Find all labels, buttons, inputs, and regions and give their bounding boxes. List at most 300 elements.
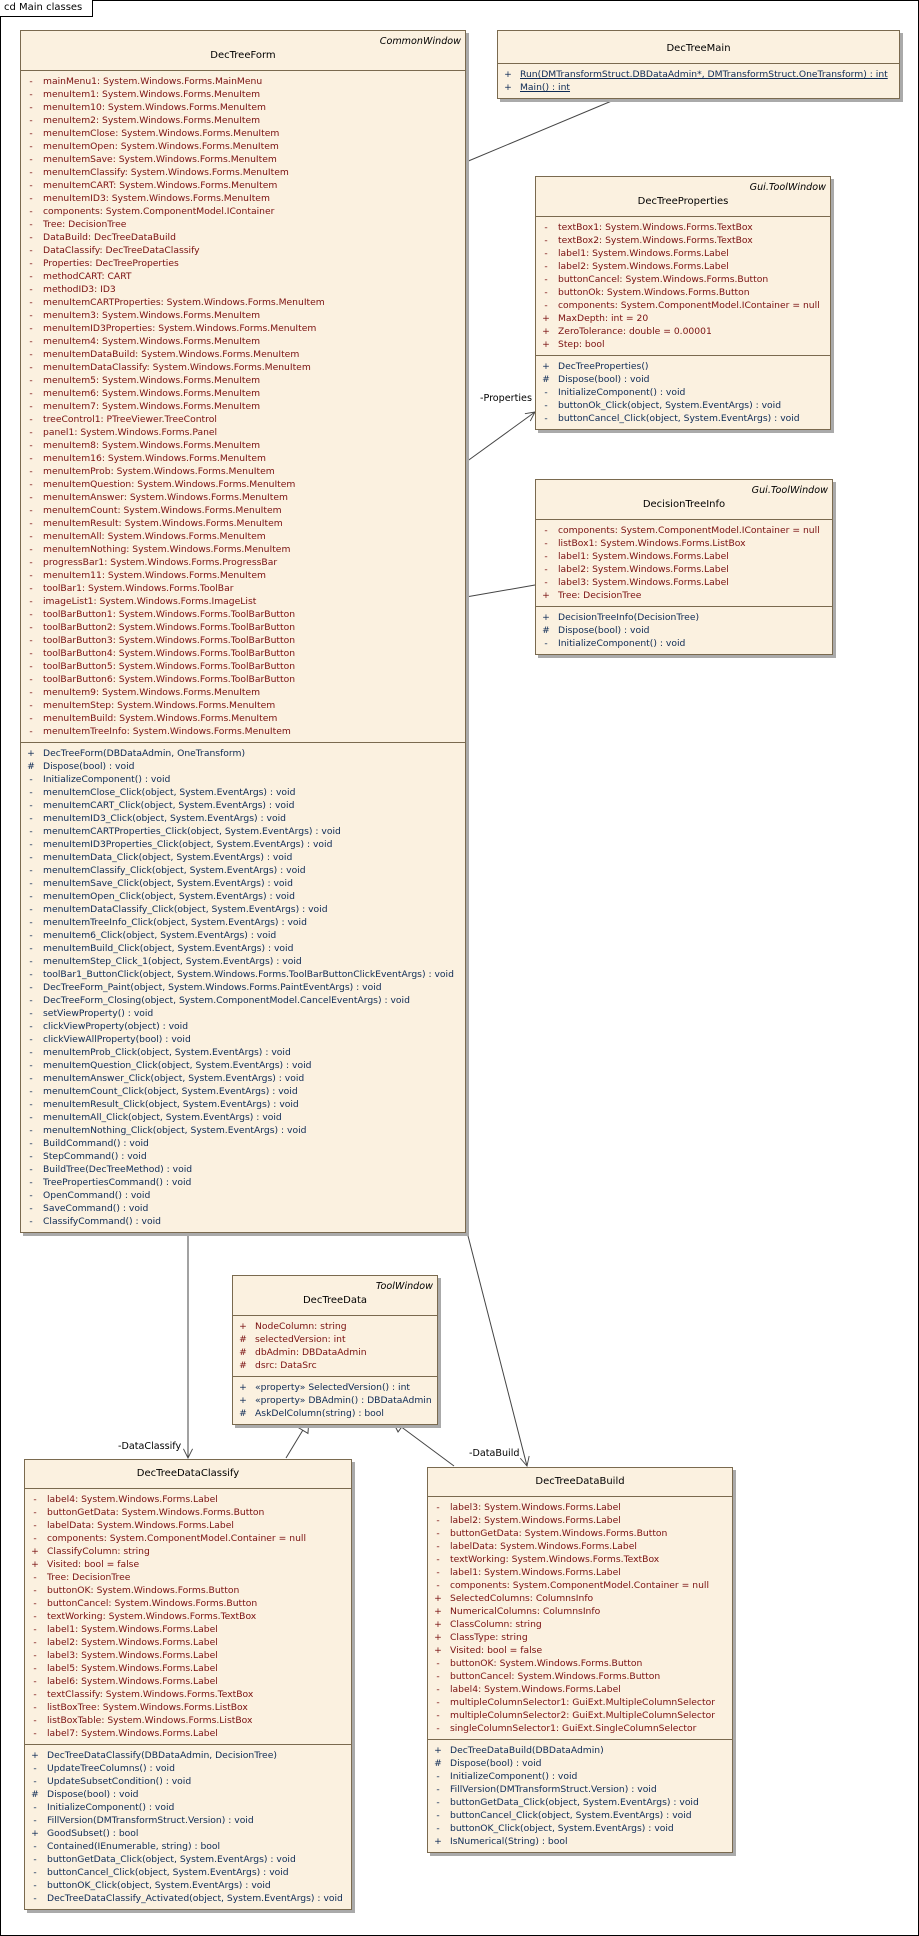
attribute-text: Tree: DecisionTree <box>558 590 642 601</box>
attribute-row <box>432 1631 732 1644</box>
attribute-row <box>29 1675 351 1688</box>
visibility-marker: - <box>29 930 33 941</box>
attribute-text: ZeroTolerance: double = 0.00001 <box>558 326 712 337</box>
visibility-marker: - <box>29 440 33 451</box>
operation-text: Main() : int <box>520 82 571 93</box>
visibility-marker: - <box>436 1658 440 1669</box>
attribute-row <box>29 1610 351 1623</box>
operation-row <box>29 1814 351 1827</box>
operation-row <box>29 1749 351 1762</box>
label-databuild-role: -DataBuild <box>469 1448 520 1459</box>
operation-text: menuItemResult_Click(object, System.EventArgs) : void <box>43 1099 299 1110</box>
attribute-text: Step: bool <box>558 339 605 350</box>
visibility-marker: - <box>29 336 33 347</box>
operation-text: BuildTree(DecTreeMethod) : void <box>43 1164 193 1175</box>
attribute-row <box>25 270 465 283</box>
attribute-row <box>540 247 830 260</box>
attribute-text: menuItemDataClassify: System.Windows.Forms.MenuItem <box>43 362 311 373</box>
visibility-marker: - <box>29 1047 33 1058</box>
operation-row <box>29 1892 351 1905</box>
attribute-text: menuItemID3Properties: System.Windows.Forms.MenuItem <box>43 323 317 334</box>
attribute-row <box>25 556 465 569</box>
attribute-row <box>25 153 465 166</box>
class-name: DecTreeForm <box>210 50 276 61</box>
visibility-marker: + <box>31 1828 39 1839</box>
attribute-text: menuItem4: System.Windows.Forms.MenuItem <box>43 336 261 347</box>
attribute-list <box>536 520 832 606</box>
visibility-marker: - <box>29 1008 33 1019</box>
operation-row <box>25 929 465 942</box>
visibility-marker: - <box>29 995 33 1006</box>
attribute-row <box>540 338 830 351</box>
operation-row <box>25 994 465 1007</box>
operation-text: OpenCommand() : void <box>43 1190 151 1201</box>
operation-text: clickViewAllProperty(bool) : void <box>43 1034 191 1045</box>
operation-row <box>29 1840 351 1853</box>
visibility-marker: - <box>29 492 33 503</box>
databuild-inherits-data <box>392 1420 454 1466</box>
attribute-row <box>25 452 465 465</box>
operation-row <box>29 1788 351 1801</box>
visibility-marker: - <box>29 466 33 477</box>
class-stereotype: ToolWindow <box>375 1281 433 1292</box>
operation-row <box>29 1762 351 1775</box>
attribute-row <box>25 283 465 296</box>
attribute-row <box>432 1540 732 1553</box>
visibility-marker: - <box>544 235 548 246</box>
visibility-marker: - <box>33 1776 37 1787</box>
visibility-marker: - <box>544 287 548 298</box>
attribute-text: menuItem16: System.Windows.Forms.MenuItem <box>43 453 266 464</box>
class-DecTreeDataBuild[interactable] <box>427 1467 733 1853</box>
operation-row <box>25 1033 465 1046</box>
attribute-row <box>25 322 465 335</box>
visibility-marker: # <box>31 1789 39 1800</box>
operation-row <box>25 1137 465 1150</box>
attribute-text: menuItem8: System.Windows.Forms.MenuItem <box>43 440 261 451</box>
visibility-marker: - <box>436 1515 440 1526</box>
attribute-text: buttonCancel: System.Windows.Forms.Button <box>450 1671 661 1682</box>
visibility-marker: - <box>29 1151 33 1162</box>
operation-text: DecTreeDataClassify(DBDataAdmin, DecisionTree) <box>47 1750 277 1761</box>
operation-row <box>25 786 465 799</box>
visibility-marker: + <box>434 1645 442 1656</box>
attribute-row <box>25 257 465 270</box>
visibility-marker: # <box>542 374 550 385</box>
operation-text: buttonOk_Click(object, System.EventArgs) : void <box>558 400 782 411</box>
attribute-row <box>25 647 465 660</box>
visibility-marker: - <box>436 1771 440 1782</box>
visibility-marker: - <box>29 375 33 386</box>
attribute-text: menuItemCount: System.Windows.Forms.MenuItem <box>43 505 282 516</box>
visibility-marker: - <box>29 713 33 724</box>
operation-row <box>25 1020 465 1033</box>
attribute-text: menuItem2: System.Windows.Forms.MenuItem <box>43 115 261 126</box>
attribute-text: menuItemClose: System.Windows.Forms.MenuItem <box>43 128 280 139</box>
class-header <box>21 31 465 71</box>
operation-list <box>21 742 465 1232</box>
visibility-marker: - <box>33 1867 37 1878</box>
visibility-marker: - <box>29 661 33 672</box>
operation-text: menuItemCount_Click(object, System.EventArgs) : void <box>43 1086 298 1097</box>
attribute-row <box>432 1709 732 1722</box>
operation-row <box>25 981 465 994</box>
class-DecTreeMain[interactable] <box>497 30 900 99</box>
attribute-text: toolBarButton1: System.Windows.Forms.ToolBarButton <box>43 609 296 620</box>
attribute-row <box>25 478 465 491</box>
visibility-marker: - <box>29 1216 33 1227</box>
visibility-marker: - <box>29 1177 33 1188</box>
attribute-list <box>233 1316 437 1376</box>
visibility-marker: - <box>33 1689 37 1700</box>
visibility-marker: - <box>29 1034 33 1045</box>
operation-row <box>25 747 465 760</box>
visibility-marker: - <box>33 1880 37 1891</box>
operation-row <box>432 1744 732 1757</box>
visibility-marker: + <box>434 1619 442 1630</box>
visibility-marker: - <box>33 1663 37 1674</box>
operation-text: buttonCancel_Click(object, System.EventArgs) : void <box>558 413 800 424</box>
attribute-text: textBox2: System.Windows.Forms.TextBox <box>558 235 753 246</box>
visibility-marker: - <box>29 648 33 659</box>
operation-row <box>25 1098 465 1111</box>
attribute-text: toolBarButton3: System.Windows.Forms.ToolBarButton <box>43 635 296 646</box>
operation-text: InitializeComponent() : void <box>558 638 686 649</box>
visibility-marker: - <box>436 1697 440 1708</box>
operation-text: menuItemAll_Click(object, System.EventArgs) : void <box>43 1112 282 1123</box>
visibility-marker: - <box>33 1507 37 1518</box>
visibility-marker: - <box>29 219 33 230</box>
operation-row <box>502 81 899 94</box>
attribute-row <box>29 1506 351 1519</box>
visibility-marker: - <box>33 1763 37 1774</box>
visibility-marker: - <box>436 1823 440 1834</box>
visibility-marker: - <box>29 1190 33 1201</box>
operation-row <box>25 812 465 825</box>
class-DecTreeProperties[interactable] <box>535 176 831 430</box>
attribute-text: singleColumnSelector1: GuiExt.SingleColumnSelector <box>450 1723 697 1734</box>
operation-text: Dispose(bool) : void <box>47 1789 139 1800</box>
visibility-marker: - <box>29 687 33 698</box>
attribute-text: menuItem7: System.Windows.Forms.MenuItem <box>43 401 261 412</box>
attribute-row <box>432 1618 732 1631</box>
attribute-row <box>25 218 465 231</box>
attribute-text: components: System.ComponentModel.Container = null <box>450 1580 709 1591</box>
attribute-text: components: System.ComponentModel.IContainer = null <box>558 300 820 311</box>
operation-row <box>540 637 832 650</box>
visibility-marker: + <box>434 1632 442 1643</box>
attribute-text: label3: System.Windows.Forms.Label <box>450 1502 621 1513</box>
visibility-marker: # <box>542 625 550 636</box>
class-DecTreeDataClassify[interactable] <box>24 1459 352 1910</box>
operation-text: Dispose(bool) : void <box>450 1758 542 1769</box>
operation-row <box>540 360 830 373</box>
operation-text: Dispose(bool) : void <box>558 374 650 385</box>
attribute-text: DataBuild: DecTreeDataBuild <box>43 232 176 243</box>
attribute-text: buttonGetData: System.Windows.Forms.Button <box>450 1528 668 1539</box>
attribute-text: listBox1: System.Windows.Forms.ListBox <box>558 538 746 549</box>
class-DecisionTreeInfo[interactable] <box>535 479 833 655</box>
operation-row <box>25 851 465 864</box>
attribute-row <box>25 166 465 179</box>
class-DecTreeForm[interactable] <box>20 30 466 1233</box>
attribute-row <box>29 1662 351 1675</box>
attribute-text: menuItemID3: System.Windows.Forms.MenuItem <box>43 193 270 204</box>
attribute-row <box>25 426 465 439</box>
visibility-marker: - <box>33 1585 37 1596</box>
attribute-row <box>432 1579 732 1592</box>
attribute-text: menuItemAnswer: System.Windows.Forms.MenuItem <box>43 492 288 503</box>
attribute-row <box>29 1597 351 1610</box>
visibility-marker: - <box>33 1637 37 1648</box>
visibility-marker: - <box>29 479 33 490</box>
visibility-marker: - <box>29 583 33 594</box>
operation-text: DecTreeDataBuild(DBDataAdmin) <box>450 1745 604 1756</box>
operation-text: clickViewProperty(object) : void <box>43 1021 189 1032</box>
visibility-marker: - <box>33 1841 37 1852</box>
attribute-row <box>540 312 830 325</box>
visibility-marker: - <box>29 943 33 954</box>
visibility-marker: - <box>29 917 33 928</box>
attribute-text: label4: System.Windows.Forms.Label <box>450 1684 621 1695</box>
visibility-marker: - <box>29 956 33 967</box>
attribute-text: toolBarButton6: System.Windows.Forms.ToolBarButton <box>43 674 296 685</box>
operation-row <box>25 1046 465 1059</box>
operation-text: menuItemID3Properties_Click(object, System.EventArgs) : void <box>43 839 333 850</box>
attribute-text: textClassify: System.Windows.Forms.TextBox <box>47 1689 254 1700</box>
visibility-marker: - <box>544 551 548 562</box>
visibility-marker: + <box>239 1395 247 1406</box>
visibility-marker: - <box>29 1021 33 1032</box>
operation-row <box>25 916 465 929</box>
operation-text: buttonGetData_Click(object, System.EventArgs) : void <box>450 1797 699 1808</box>
visibility-marker: - <box>33 1854 37 1865</box>
visibility-marker: - <box>33 1893 37 1904</box>
operation-text: menuItemStep_Click_1(object, System.EventArgs) : void <box>43 956 302 967</box>
attribute-row <box>25 491 465 504</box>
visibility-marker: - <box>29 1138 33 1149</box>
operation-text: menuItemData_Click(object, System.EventArgs) : void <box>43 852 293 863</box>
attribute-row <box>25 127 465 140</box>
visibility-marker: - <box>29 1112 33 1123</box>
attribute-row <box>25 400 465 413</box>
operation-text: InitializeComponent() : void <box>450 1771 578 1782</box>
visibility-marker: - <box>29 297 33 308</box>
visibility-marker: - <box>29 700 33 711</box>
operation-text: Dispose(bool) : void <box>43 761 135 772</box>
operation-text: DecTreeDataClassify_Activated(object, System.EventArgs) : void <box>47 1893 343 1904</box>
attribute-row <box>29 1649 351 1662</box>
operation-row <box>502 68 899 81</box>
operation-row <box>25 799 465 812</box>
class-name: DecTreeDataBuild <box>535 1476 625 1487</box>
visibility-marker: # <box>434 1758 442 1769</box>
operation-row <box>25 968 465 981</box>
attribute-row <box>540 260 830 273</box>
attribute-text: buttonOk: System.Windows.Forms.Button <box>558 287 750 298</box>
attribute-text: menuItem11: System.Windows.Forms.MenuItem <box>43 570 266 581</box>
operation-text: DecTreeForm_Closing(object, System.ComponentModel.CancelEventArgs) : void <box>43 995 410 1006</box>
visibility-marker: + <box>27 748 35 759</box>
operation-row <box>25 955 465 968</box>
attribute-text: imageList1: System.Windows.Forms.ImageList <box>43 596 257 607</box>
operation-row <box>25 760 465 773</box>
attribute-row <box>29 1519 351 1532</box>
attribute-row <box>25 361 465 374</box>
attribute-row <box>540 286 830 299</box>
class-DecTreeData[interactable] <box>232 1275 438 1425</box>
visibility-marker: - <box>29 878 33 889</box>
attribute-row <box>25 244 465 257</box>
visibility-marker: - <box>29 362 33 373</box>
attribute-row <box>540 221 830 234</box>
visibility-marker: - <box>29 1203 33 1214</box>
operation-text: AskDelColumn(string) : bool <box>255 1408 384 1419</box>
operation-row <box>29 1866 351 1879</box>
attribute-list <box>428 1497 732 1739</box>
attribute-text: label4: System.Windows.Forms.Label <box>47 1494 218 1505</box>
operation-text: StepCommand() : void <box>43 1151 147 1162</box>
visibility-marker: - <box>436 1580 440 1591</box>
attribute-text: label2: System.Windows.Forms.Label <box>450 1515 621 1526</box>
visibility-marker: + <box>542 590 550 601</box>
operation-row <box>540 386 830 399</box>
attribute-row <box>25 114 465 127</box>
attribute-row <box>540 234 830 247</box>
visibility-marker: - <box>29 596 33 607</box>
attribute-row <box>432 1566 732 1579</box>
visibility-marker: - <box>29 800 33 811</box>
visibility-marker: - <box>29 1086 33 1097</box>
visibility-marker: - <box>29 622 33 633</box>
attribute-row <box>540 576 832 589</box>
attribute-row <box>25 712 465 725</box>
attribute-row <box>25 621 465 634</box>
form-main-association <box>466 100 614 162</box>
operation-text: SaveCommand() : void <box>43 1203 149 1214</box>
class-stereotype: Gui.ToolWindow <box>749 182 826 193</box>
operation-text: buttonOK_Click(object, System.EventArgs) : void <box>450 1823 674 1834</box>
attribute-row <box>540 325 830 338</box>
operation-text: DecTreeForm_Paint(object, System.Windows.Forms.PaintEventArgs) : void <box>43 982 382 993</box>
attribute-row <box>237 1359 437 1372</box>
attribute-text: components: System.ComponentModel.IContainer = null <box>558 525 820 536</box>
operation-text: IsNumerical(String) : bool <box>450 1836 568 1847</box>
attribute-row <box>540 589 832 602</box>
attribute-text: Visited: bool = false <box>450 1645 543 1656</box>
visibility-marker: - <box>29 1125 33 1136</box>
visibility-marker: - <box>436 1541 440 1552</box>
operation-row <box>432 1822 732 1835</box>
attribute-text: ClassColumn: string <box>450 1619 542 1630</box>
operation-row <box>25 838 465 851</box>
attribute-text: panel1: System.Windows.Forms.Panel <box>43 427 218 438</box>
attribute-row <box>540 537 832 550</box>
attribute-row <box>540 524 832 537</box>
attribute-row <box>25 205 465 218</box>
attribute-row <box>25 348 465 361</box>
visibility-marker: - <box>33 1650 37 1661</box>
visibility-marker: - <box>29 544 33 555</box>
operation-row <box>25 1189 465 1202</box>
attribute-text: Tree: DecisionTree <box>47 1572 131 1583</box>
attribute-row <box>432 1644 732 1657</box>
attribute-text: label7: System.Windows.Forms.Label <box>47 1728 218 1739</box>
attribute-text: label1: System.Windows.Forms.Label <box>47 1624 218 1635</box>
visibility-marker: - <box>436 1671 440 1682</box>
visibility-marker: + <box>434 1836 442 1847</box>
attribute-row <box>25 309 465 322</box>
attribute-row <box>25 699 465 712</box>
visibility-marker: - <box>544 261 548 272</box>
attribute-row <box>29 1688 351 1701</box>
visibility-marker: - <box>29 206 33 217</box>
visibility-marker: - <box>29 193 33 204</box>
attribute-row <box>25 88 465 101</box>
operation-text: menuItemProb_Click(object, System.EventArgs) : void <box>43 1047 291 1058</box>
visibility-marker: - <box>29 904 33 915</box>
attribute-text: labelData: System.Windows.Forms.Label <box>47 1520 234 1531</box>
visibility-marker: - <box>544 248 548 259</box>
visibility-marker: - <box>33 1572 37 1583</box>
visibility-marker: - <box>436 1797 440 1808</box>
visibility-marker: - <box>29 1073 33 1084</box>
operation-text: «property» DBAdmin() : DBDataAdmin <box>255 1395 432 1406</box>
attribute-text: menuItemSave: System.Windows.Forms.MenuItem <box>43 154 277 165</box>
attribute-text: menuItemCART: System.Windows.Forms.MenuItem <box>43 180 278 191</box>
operation-text: InitializeComponent() : void <box>47 1802 175 1813</box>
attribute-row <box>25 517 465 530</box>
visibility-marker: - <box>29 427 33 438</box>
attribute-text: menuItemTreeInfo: System.Windows.Forms.MenuItem <box>43 726 291 737</box>
operation-row <box>540 399 830 412</box>
class-header <box>428 1468 732 1497</box>
class-header <box>536 177 830 217</box>
attribute-text: ClassType: string <box>450 1632 528 1643</box>
operation-row <box>25 903 465 916</box>
attribute-row <box>25 530 465 543</box>
attribute-row <box>25 608 465 621</box>
visibility-marker: # <box>239 1347 247 1358</box>
attribute-row <box>540 299 830 312</box>
attribute-text: labelData: System.Windows.Forms.Label <box>450 1541 637 1552</box>
visibility-marker: + <box>542 326 550 337</box>
visibility-marker: + <box>239 1321 247 1332</box>
visibility-marker: - <box>29 557 33 568</box>
attribute-text: menuItemAll: System.Windows.Forms.MenuItem <box>43 531 266 542</box>
attribute-row <box>25 335 465 348</box>
visibility-marker: - <box>436 1784 440 1795</box>
attribute-row <box>432 1514 732 1527</box>
visibility-marker: - <box>436 1567 440 1578</box>
attribute-text: menuItem5: System.Windows.Forms.MenuItem <box>43 375 261 386</box>
visibility-marker: - <box>29 453 33 464</box>
operation-row <box>29 1827 351 1840</box>
visibility-marker: - <box>29 284 33 295</box>
class-name: DecisionTreeInfo <box>642 499 726 510</box>
visibility-marker: - <box>29 310 33 321</box>
visibility-marker: # <box>239 1334 247 1345</box>
visibility-marker: - <box>544 400 548 411</box>
attribute-list <box>21 71 465 742</box>
visibility-marker: + <box>31 1546 39 1557</box>
visibility-marker: # <box>239 1408 247 1419</box>
attribute-text: toolBar1: System.Windows.Forms.ToolBar <box>43 583 234 594</box>
visibility-marker: + <box>239 1382 247 1393</box>
visibility-marker: + <box>542 612 550 623</box>
operation-row <box>25 825 465 838</box>
attribute-text: MaxDepth: int = 20 <box>558 313 649 324</box>
